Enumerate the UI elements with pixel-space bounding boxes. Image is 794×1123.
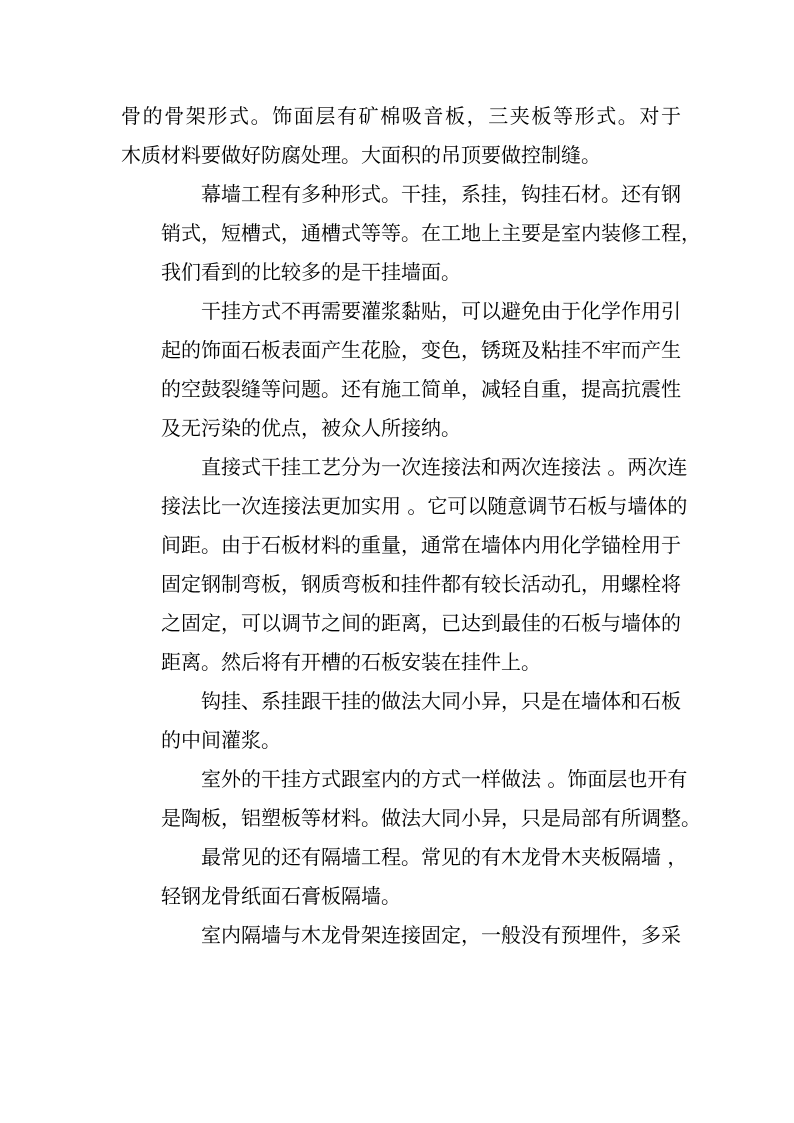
paragraph bbox=[121, 97, 681, 175]
text-line: 接法比一次连接法更加实用 。它可以随意调节石板与墙体的 bbox=[161, 494, 688, 518]
paragraph bbox=[121, 838, 688, 916]
text-line: 干挂方式不再需要灌浆黏贴，可以避免由于化学作用引 bbox=[201, 299, 681, 323]
paragraph bbox=[121, 682, 681, 760]
document-body bbox=[121, 97, 701, 955]
text-line: 的空鼓裂缝等问题。还有施工简单，减轻自重，提高抗震性 bbox=[161, 377, 681, 401]
text-line: 幕墙工程有多种形式。干挂，系挂，钩挂石材。还有钢 bbox=[201, 182, 681, 206]
text-line: 室外的干挂方式跟室内的方式一样做法 。饰面层也开有 bbox=[201, 767, 688, 791]
text-line: 我们看到的比较多的是干挂墙面。 bbox=[161, 260, 461, 284]
paragraph bbox=[121, 760, 701, 838]
text-line: 直接式干挂工艺分为一次连接法和两次连接法 。两次连 bbox=[201, 455, 688, 479]
text-line: 木质材料要做好防腐处理。大面积的吊顶要做控制缝。 bbox=[121, 143, 601, 167]
text-line: 销式，短槽式，通槽式等等。在工地上主要是室内装修工程， bbox=[161, 221, 701, 245]
text-line: 起的饰面石板表面产生花脸，变色，锈斑及粘挂不牢而产生 bbox=[161, 338, 681, 362]
paragraph bbox=[121, 292, 681, 448]
text-line: 是陶板，铝塑板等材料。做法大同小异，只是局部有所调整。 bbox=[161, 806, 701, 830]
text-line: 距离。然后将有开槽的石板安装在挂件上。 bbox=[161, 650, 541, 674]
text-line: 的中间灌浆。 bbox=[161, 728, 281, 752]
text-line: 最常见的还有隔墙工程。常见的有木龙骨木夹板隔墙 ， bbox=[201, 845, 688, 869]
paragraph bbox=[121, 448, 688, 682]
text-line: 轻钢龙骨纸面石膏板隔墙。 bbox=[161, 884, 401, 908]
text-line: 骨的骨架形式。饰面层有矿棉吸音板，三夹板等形式。对于 bbox=[121, 104, 681, 128]
text-line: 间距。由于石板材料的重量，通常在墙体内用化学锚栓用于 bbox=[161, 533, 681, 557]
text-line: 固定钢制弯板，钢质弯板和挂件都有较长活动孔，用螺栓将 bbox=[161, 572, 681, 596]
text-line: 钩挂、系挂跟干挂的做法大同小异，只是在墙体和石板 bbox=[201, 689, 681, 713]
paragraph bbox=[121, 916, 681, 955]
paragraph bbox=[121, 175, 701, 292]
text-line: 室内隔墙与木龙骨架连接固定，一般没有预埋件，多采 bbox=[201, 923, 681, 947]
text-line: 及无污染的优点，被众人所接纳。 bbox=[161, 416, 461, 440]
text-line: 之固定，可以调节之间的距离，已达到最佳的石板与墙体的 bbox=[161, 611, 681, 635]
